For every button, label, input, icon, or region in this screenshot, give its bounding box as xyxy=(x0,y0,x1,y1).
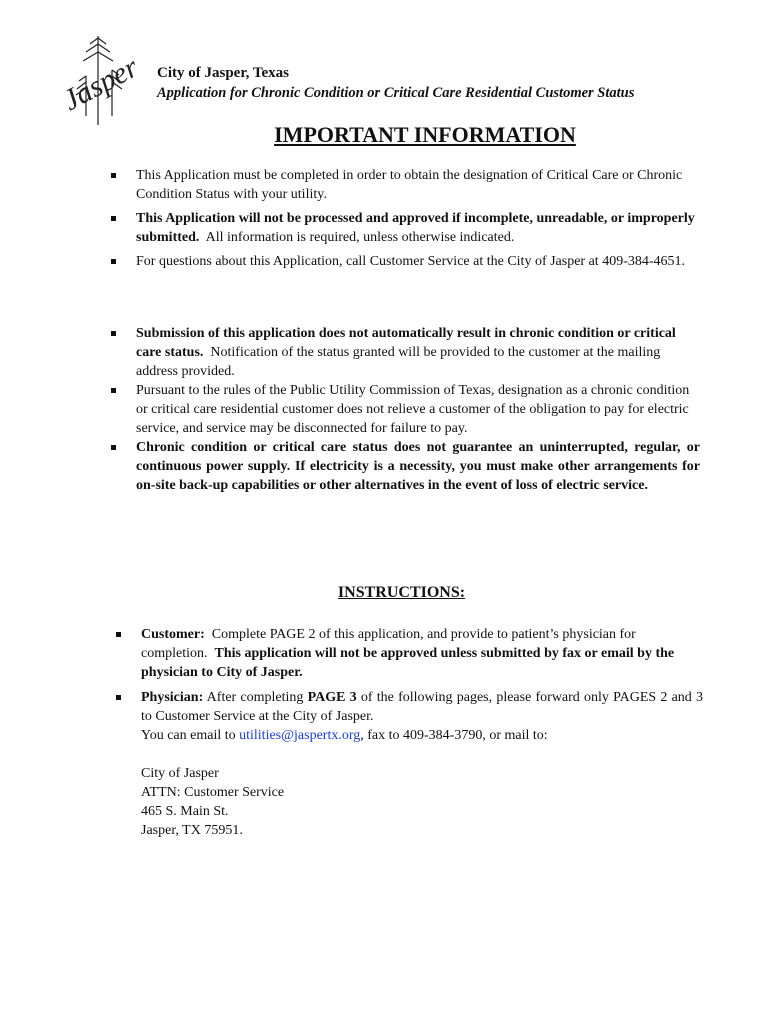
header-title: City of Jasper, Texas xyxy=(157,65,289,81)
bullet-icon xyxy=(111,259,116,264)
bullet-icon xyxy=(116,632,121,637)
address-line: 465 S. Main St. xyxy=(141,804,229,819)
bullet-icon xyxy=(111,445,116,450)
list-item: Submission of this application does not automatically result in chronic condition or critical care status. Notification of the status granted will be provided to the customer at the mailing address provided. xyxy=(108,324,700,381)
important-heading: IMPORTANT INFORMATION xyxy=(274,122,576,147)
logo-text: Jasper xyxy=(57,50,144,118)
instructions-list xyxy=(113,625,703,745)
list-item: This Application must be completed in order to obtain the designation of Critical Care or Chronic Condition Status with your utility. xyxy=(108,166,700,204)
address-line: ATTN: Customer Service xyxy=(141,785,285,800)
bullet-icon xyxy=(116,695,121,700)
header-subtitle: Application for Chronic Condition or Critical Care Residential Customer Status xyxy=(157,85,635,101)
mailing-address xyxy=(141,764,284,840)
list-item: Customer: Complete PAGE 2 of this application, and provide to patient’s physician for completion. This application will not be approved unless submitted by fax or email by the physician to City of Jasper. xyxy=(113,625,703,682)
bullet-icon xyxy=(111,173,116,178)
list-item: Chronic condition or critical care status does not guarantee an uninterrupted, regular, or continuous power supply. If electricity is a necessity, you must make other arrangements for on-site back-up capabilities or other alternatives in the event of loss of electric service. xyxy=(108,438,700,495)
address-line: City of Jasper xyxy=(141,766,219,781)
list-item: Physician: After completing PAGE 3 of the following pages, please forward only PAGES 2 and 3 to Customer Service at the City of Jasper. You can email to utilities@jaspertx.org, fax to 409-384-3790, or mail to: xyxy=(113,688,703,745)
important-list-bottom xyxy=(108,324,700,495)
city-of-jasper-logo xyxy=(48,30,148,130)
instructions-heading: INSTRUCTIONS: xyxy=(337,584,466,601)
list-item: This Application will not be processed and approved if incomplete, unreadable, or improperly submitted. All information is required, unless otherwise indicated. xyxy=(108,209,700,247)
email-link[interactable]: utilities@jaspertx.org xyxy=(239,728,361,743)
bullet-icon xyxy=(111,216,116,221)
list-item: Pursuant to the rules of the Public Utility Commission of Texas, designation as a chronic condition or critical care residential customer does not relieve a customer of the obligation to pay for electric service, and service may be disconnected for failure to pay. xyxy=(108,381,700,438)
bullet-icon xyxy=(111,388,116,393)
bullet-icon xyxy=(111,331,116,336)
important-list-top xyxy=(108,166,700,271)
address-line: Jasper, TX 75951. xyxy=(141,823,243,838)
list-item: For questions about this Application, call Customer Service at the City of Jasper at 409-384-4651. xyxy=(108,252,700,271)
